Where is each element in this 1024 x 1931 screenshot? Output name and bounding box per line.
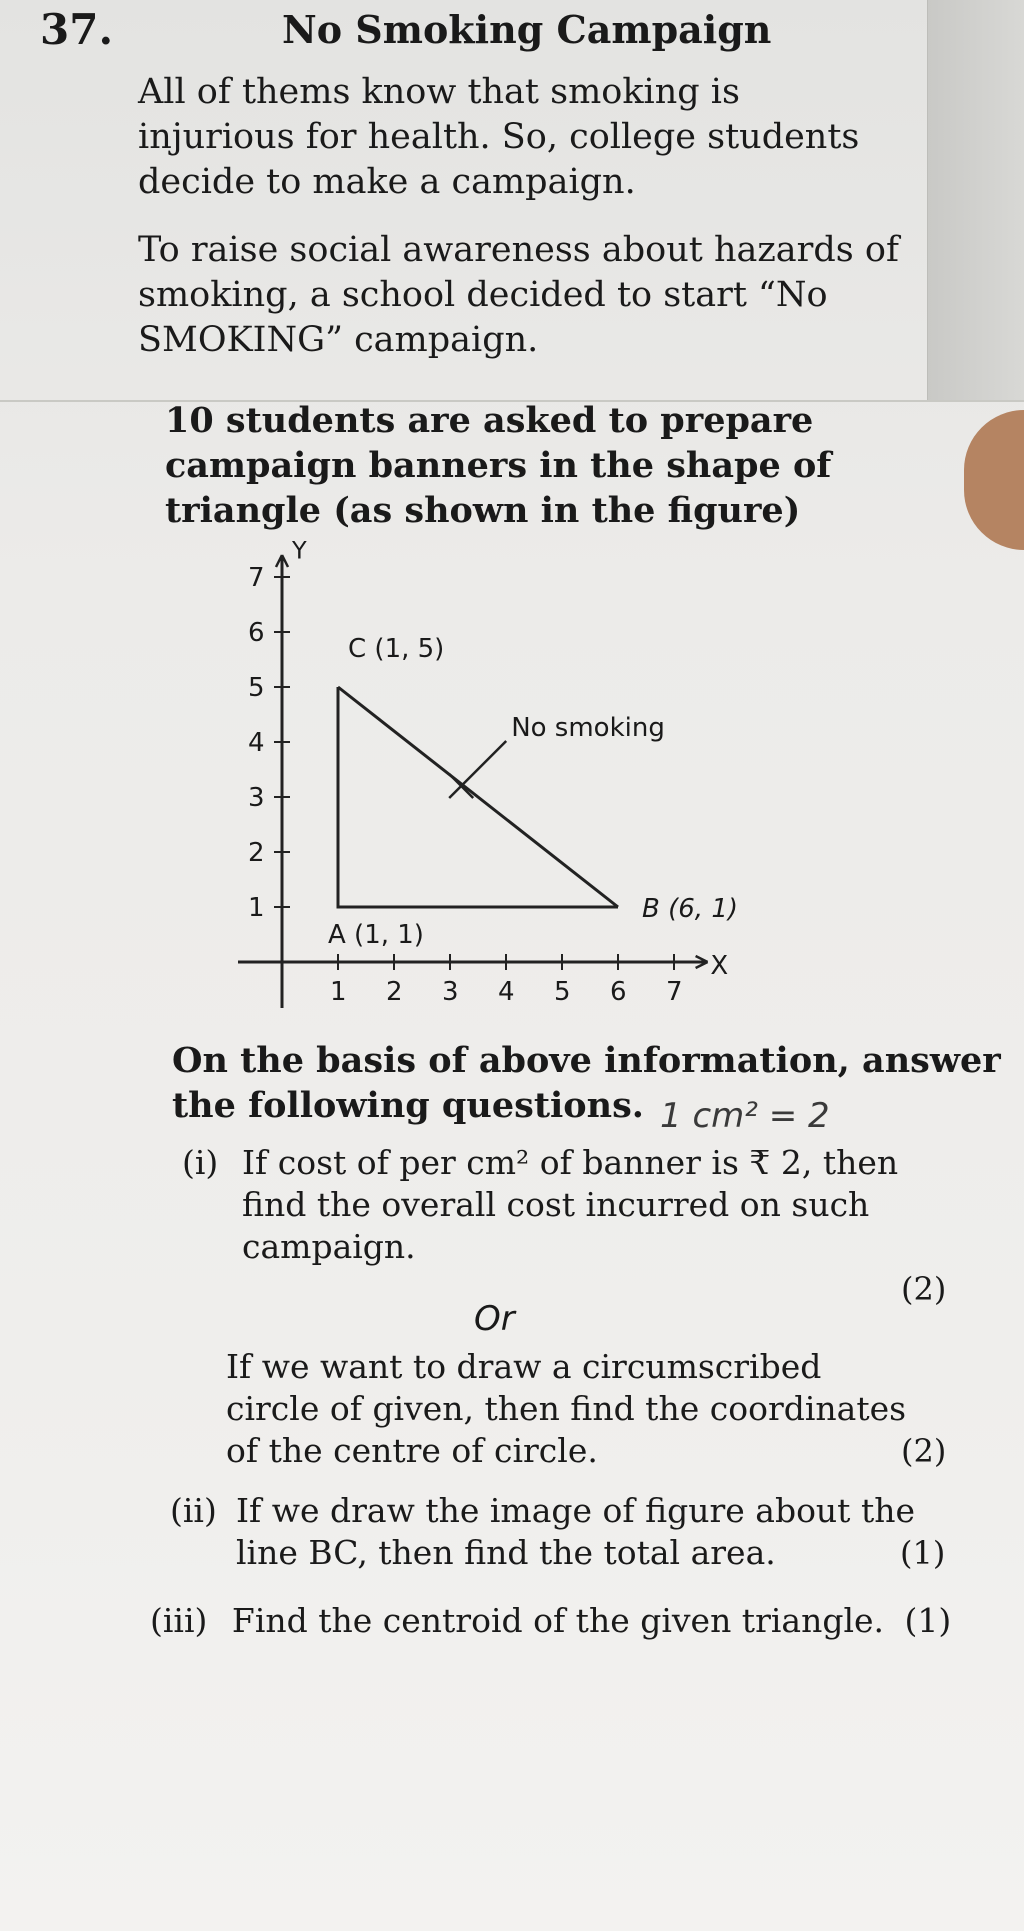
y-tick-label: 1: [248, 893, 265, 923]
question-1-number: (i): [182, 1143, 219, 1182]
x-axis-label: X: [710, 951, 729, 981]
text-line: All of thems know that smoking is: [138, 72, 740, 112]
question-number: 37.: [40, 5, 114, 54]
intro-paragraph-3: [165, 398, 832, 533]
text-line: line BC, then find the total area.: [236, 1533, 776, 1572]
x-tick-label: 7: [666, 977, 683, 1007]
handwritten-note: 1 cm² = 2: [660, 1096, 830, 1136]
x-tick-label: 4: [498, 977, 515, 1007]
figure-group: [238, 540, 738, 1008]
marks-label: (2): [901, 1270, 947, 1308]
question-1: [182, 1142, 956, 1308]
text-line: injurious for health. So, college students: [138, 117, 860, 157]
x-tick-label: 5: [554, 977, 571, 1007]
point-b-label: B (6, 1): [642, 894, 739, 924]
callout-leader: [449, 741, 506, 798]
marks-label: (1): [900, 1534, 946, 1572]
text-line: triangle (as shown in the figure): [165, 490, 801, 531]
marks-label: (2): [901, 1432, 947, 1470]
y-tick-label: 6: [248, 618, 265, 648]
question-3-number: (iii): [150, 1601, 208, 1640]
text-line: If we draw the image of figure about the: [236, 1491, 915, 1530]
point-c-label: C (1, 5): [348, 634, 445, 664]
intro-paragraph-2: [138, 228, 908, 363]
text-line: To raise social awareness about hazards of: [138, 230, 899, 270]
y-tick-label: 4: [248, 728, 265, 758]
text-line: campaign.: [242, 1227, 416, 1266]
question-title: No Smoking Campaign: [282, 7, 772, 52]
y-tick-label: 2: [248, 838, 265, 868]
x-tick-label: 6: [610, 977, 627, 1007]
callout-label: No smoking: [511, 713, 665, 743]
text-line: SMOKING” campaign.: [138, 320, 539, 360]
x-tick-label: 3: [442, 977, 459, 1007]
y-axis-label: Y: [292, 540, 307, 565]
text-line: If we want to draw a circumscribed: [226, 1347, 822, 1386]
text-line: campaign banners in the shape of: [165, 445, 832, 486]
instructions: [172, 1038, 1001, 1128]
text-line: the following questions.: [172, 1085, 644, 1126]
text-line: circle of given, then find the coordinates: [226, 1389, 907, 1428]
text-line: If cost of per cm² of banner is ₹ 2, then: [242, 1143, 899, 1182]
or-separator: Or: [474, 1299, 515, 1339]
question-3: [150, 1600, 970, 1642]
question-1-alternative: [226, 1346, 956, 1472]
x-tick-label: 2: [386, 977, 403, 1007]
x-tick-label: 1: [330, 977, 347, 1007]
question-2: [170, 1490, 960, 1574]
y-tick-label: 7: [248, 563, 265, 593]
page-edge: [927, 0, 1024, 400]
question-2-number: (ii): [170, 1491, 217, 1530]
intro-paragraph-1: [138, 70, 908, 205]
y-tick-label: 5: [248, 673, 265, 703]
marks-label: (1): [904, 1601, 952, 1640]
text-line: find the overall cost incurred on such: [242, 1185, 870, 1224]
text-line: decide to make a campaign.: [138, 162, 636, 202]
text-line: smoking, a school decided to start “No: [138, 275, 828, 315]
text-line: of the centre of circle.: [226, 1431, 598, 1470]
point-a-label: A (1, 1): [328, 920, 424, 950]
y-tick-label: 3: [248, 783, 265, 813]
question-3-text: Find the centroid of the given triangle.: [231, 1601, 885, 1640]
text-line: 10 students are asked to prepare: [165, 400, 814, 441]
text-line: On the basis of above information, answer: [172, 1040, 1001, 1081]
triangle-figure: [200, 540, 760, 1020]
